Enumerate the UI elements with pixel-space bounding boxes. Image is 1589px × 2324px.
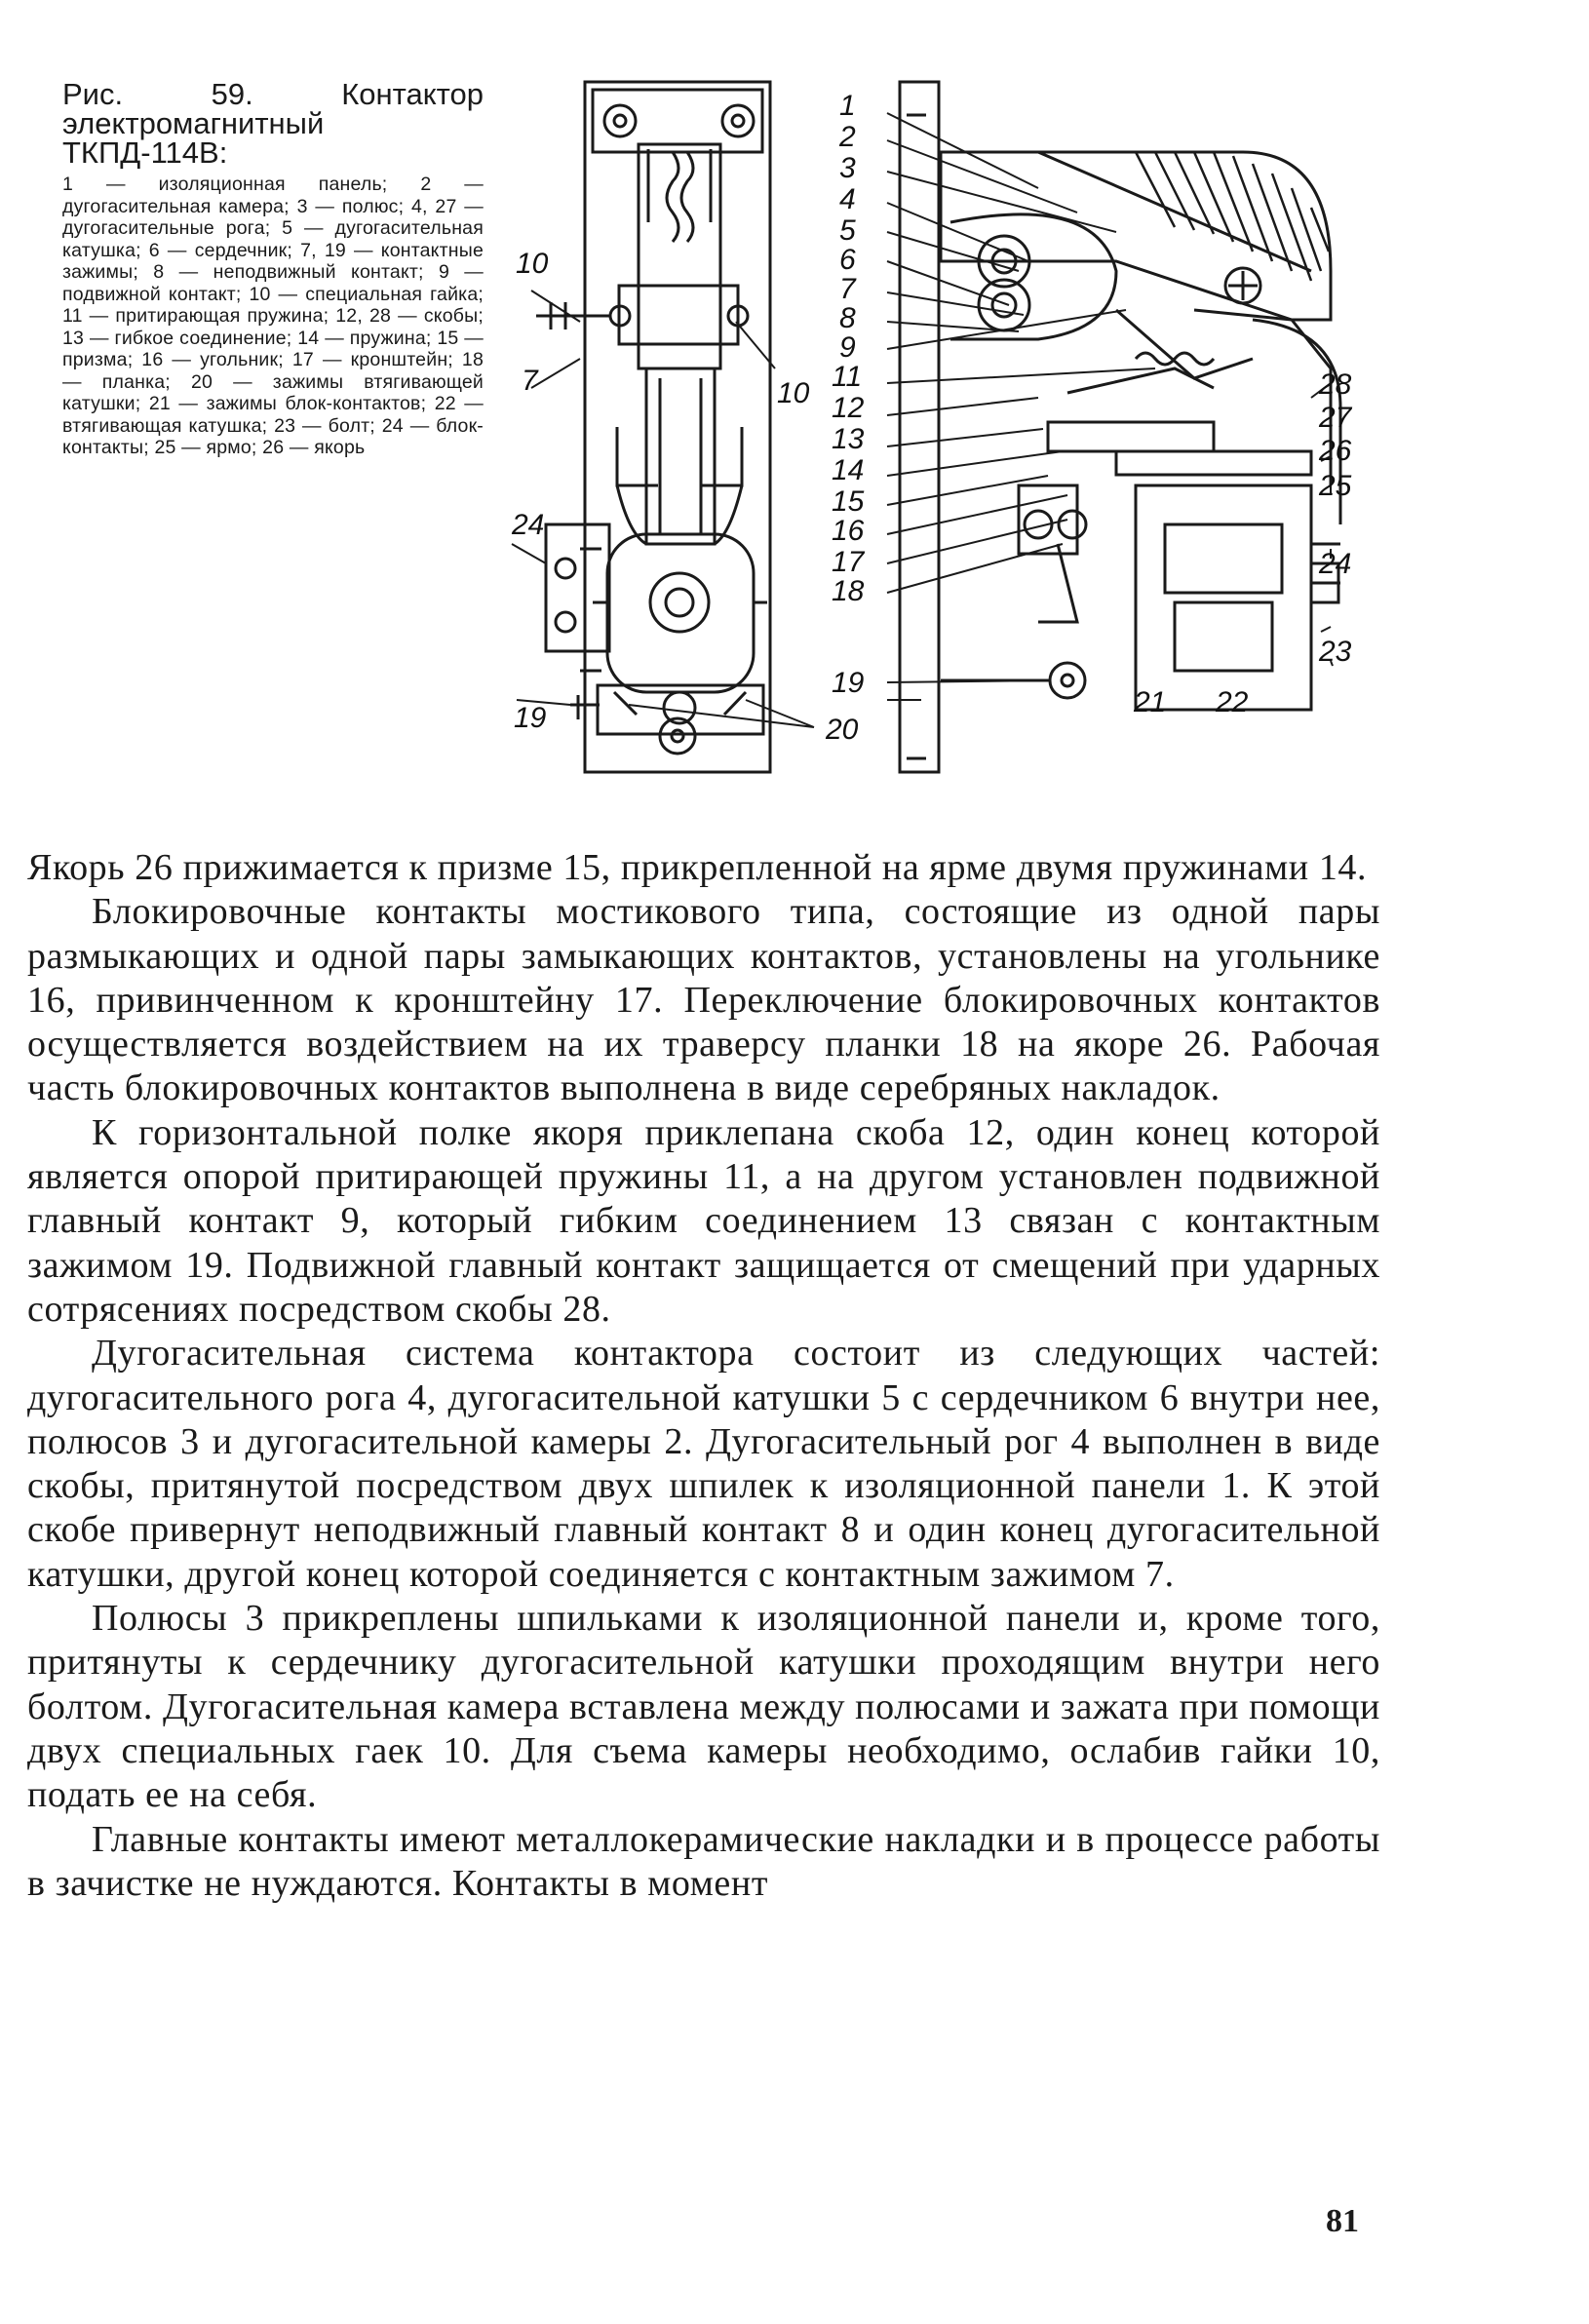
label-23: 23 xyxy=(1319,636,1352,668)
label-21: 21 xyxy=(1134,686,1167,718)
label-7-left: 7 xyxy=(522,365,538,397)
label-22: 22 xyxy=(1216,686,1249,718)
contactor-figure-svg xyxy=(492,76,1370,788)
label-24-left: 24 xyxy=(512,509,545,541)
label-19-left: 19 xyxy=(514,702,547,734)
label-19: 19 xyxy=(832,667,865,699)
label-11: 11 xyxy=(832,361,863,393)
label-10-right: 10 xyxy=(777,377,810,409)
label-5: 5 xyxy=(839,214,856,247)
paragraph-3: К горизонтальной полке якоря приклепана скоба 12, один конец которой является опорой притирающей пружины 11, а на другом установлен подвижной главный контакт 9, который гибким соединением 13 связан с контактным зажимом 19. Подвижной главный контакт защищается от смещений при ударных сотрясениях посредством скобы 28. xyxy=(27,1111,1380,1330)
label-8: 8 xyxy=(839,302,856,334)
paragraph-2: Блокировочные контакты мостикового типа, состоящие из одной пары размыкающих и одной пары замыкающих контактов, установлены на угольнике 16, привинченном к кронштейну 17. Переключение блокировочных контактов осуществляется воздействием на их траверсу планки 18 на якоре 26. Рабочая часть блокировочных контактов выполнена в виде серебряных накладок. xyxy=(27,891,1380,1109)
label-7: 7 xyxy=(839,273,856,305)
figure-caption xyxy=(62,77,484,459)
label-9: 9 xyxy=(839,331,856,364)
label-12: 12 xyxy=(832,392,865,424)
label-25: 25 xyxy=(1319,470,1352,502)
label-16: 16 xyxy=(832,515,865,547)
paragraph-6: Главные контакты имеют металлокерамические накладки и в процессе работы в зачистке не нуждаются. Контакты в момент xyxy=(27,1818,1380,1904)
label-20: 20 xyxy=(826,714,859,746)
label-27: 27 xyxy=(1319,402,1352,434)
contactor-drawing xyxy=(492,76,1370,788)
label-15: 15 xyxy=(832,485,865,518)
side-panel-outline xyxy=(900,82,939,772)
figure-title: Рис. 59. Контактор электромагнитный ТКПД-114В: xyxy=(62,77,484,170)
paragraph-4: Дугогасительная система контактора состоит из следующих частей: дугогасительного рога 4, дугогасительной катушки 5 с сердечником 6 внутри нее, полюсов 3 и дугогасительной камеры 2. Дугогасительный рог 4 выполнен в виде скобы, притянутой посредством двух шпилек к изоляционной панели 1. К этой скобе привернут неподвижный главный контакт 8 и один конец дугогасительной катушки, другой конец которой соединяется с контактным зажимом 7. xyxy=(27,1333,1380,1595)
label-26: 26 xyxy=(1319,435,1352,467)
label-3: 3 xyxy=(839,152,856,184)
body-text xyxy=(27,846,1380,1906)
page-number: 81 xyxy=(1326,2203,1359,2239)
label-24: 24 xyxy=(1319,548,1352,580)
label-1: 1 xyxy=(839,90,856,122)
figure-legend: 1 — изоляционная панель; 2 — дугогасительная камера; 3 — полюс; 4, 27 — дугогасительные рога; 5 — дугогасительная катушка; 6 — сердечник; 7, 19 — контактные зажимы; 8 — неподвижный контакт; 9 — подвижной контакт; 10 — специальная гайка; 11 — притирающая пружина; 12, 28 — скобы; 13 — гибкое соединение; 14 — пружина; 15 — призма; 16 — угольник; 17 — кронштейн; 18 — планка; 20 — зажимы втягивающей катушки; 21 — зажимы блок-контактов; 22 — втягивающая катушка; 23 — болт; 24 — блок-контакты; 25 — ярмо; 26 — якорь xyxy=(62,174,484,458)
label-2: 2 xyxy=(839,121,856,153)
paragraph-5: Полюсы 3 прикреплены шпильками к изоляционной панели и, кроме того, притянуты к сердечнику дугогасительной катушки проходящим внутри него болтом. Дугогасительная камера вставлена между полюсами и зажата при помощи двух специальных гаек 10. Для съема камеры необходимо, ослабив гайки 10, подать ее на себя. xyxy=(27,1598,1380,1816)
label-17: 17 xyxy=(832,546,865,578)
label-10-left: 10 xyxy=(516,248,549,280)
label-4: 4 xyxy=(839,183,856,215)
label-6: 6 xyxy=(839,244,856,276)
label-13: 13 xyxy=(832,423,865,455)
label-18: 18 xyxy=(832,575,865,607)
label-14: 14 xyxy=(832,454,865,486)
paragraph-1: Якорь 26 прижимается к призме 15, прикрепленной на ярме двумя пружинами 14. xyxy=(27,847,1368,888)
label-28: 28 xyxy=(1319,368,1352,401)
